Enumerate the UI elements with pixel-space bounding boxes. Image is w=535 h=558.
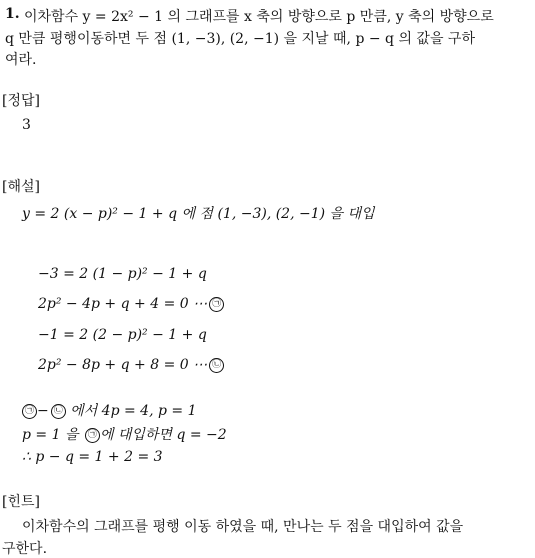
equation-4-text: 2p² − 8p + q + 8 = 0 ⋯: [38, 357, 208, 373]
circled-mark-1: ㉠: [85, 428, 100, 443]
solution-intro: y = 2 (x − p)² − 1 + q 에 점 (1, −3), (2, −1) 을 대입: [22, 206, 375, 222]
problem-line-3: 여라.: [5, 52, 37, 68]
solution-label: [해설]: [2, 179, 40, 195]
minus-sign: −: [37, 403, 49, 419]
step-1: [20, 400, 197, 420]
equation-2: [38, 296, 224, 312]
equation-3: −1 = 2 (2 − p)² − 1 + q: [38, 327, 207, 343]
step-2-text-b: 에 대입하면 q = −2: [99, 427, 227, 443]
equation-1: −3 = 2 (1 − p)² − 1 + q: [38, 266, 207, 282]
hint-label: [힌트]: [2, 494, 40, 510]
answer-value: 3: [22, 117, 31, 133]
circled-mark-2: ㉡: [209, 358, 224, 373]
circled-mark-1: ㉠: [22, 404, 37, 419]
step-2: [22, 424, 227, 444]
step-1-text: 에서 4p = 4, p = 1: [65, 403, 197, 419]
equation-4: [38, 357, 224, 373]
problem-number: 1.: [5, 6, 20, 22]
step-2-text-a: p = 1 을: [22, 427, 83, 443]
step-3: ∴ p − q = 1 + 2 = 3: [22, 449, 163, 465]
problem-line-1: 이차함수 y = 2x² − 1 의 그래프를 x 축의 방향으로 p 만큼, y 축의 방향으로: [24, 9, 494, 25]
hint-line-2: 구한다.: [2, 541, 48, 557]
circled-mark-2: ㉡: [51, 404, 66, 419]
equation-2-text: 2p² − 4p + q + 4 = 0 ⋯: [38, 296, 208, 312]
problem-line-2: q 만큼 평행이동하면 두 점 (1, −3), (2, −1) 을 지날 때, p − q 의 값을 구하: [5, 31, 475, 47]
hint-line-1: 이차함수의 그래프를 평행 이동 하였을 때, 만나는 두 점을 대입하여 값을: [22, 519, 464, 535]
circled-mark-1: ㉠: [209, 297, 224, 312]
answer-label: [정답]: [2, 93, 40, 109]
